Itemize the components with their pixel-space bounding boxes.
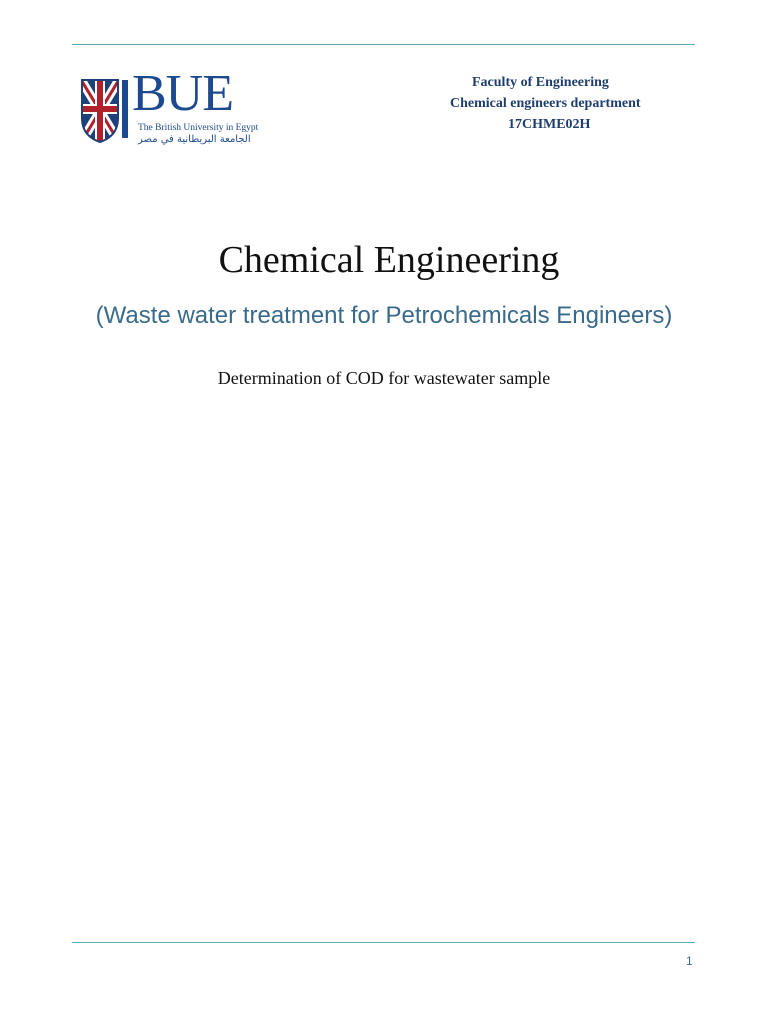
faculty-block bbox=[440, 72, 680, 135]
document-subtitle: (Waste water treatment for Petrochemicals Engineers) bbox=[95, 302, 673, 329]
university-logo bbox=[80, 65, 270, 148]
document-title: Chemical Engineering bbox=[218, 239, 560, 281]
header-rule bbox=[72, 44, 695, 45]
logo-subtitle-ar: الجامعة البريطانية في مصر bbox=[138, 134, 251, 145]
faculty-name: Faculty of Engineering bbox=[472, 75, 609, 90]
shield-icon bbox=[80, 78, 120, 144]
course-code: 17CHME02H bbox=[508, 117, 591, 132]
logo-subtitle-en: The British University in Egypt bbox=[138, 123, 259, 133]
logo-bar bbox=[122, 80, 128, 138]
page-number: 1 bbox=[686, 954, 693, 968]
logo-brand-text: BUE bbox=[132, 65, 233, 122]
department-name: Chemical engineers department bbox=[450, 96, 641, 111]
footer-rule bbox=[72, 942, 695, 943]
document-topic: Determination of COD for wastewater sample bbox=[217, 368, 551, 388]
